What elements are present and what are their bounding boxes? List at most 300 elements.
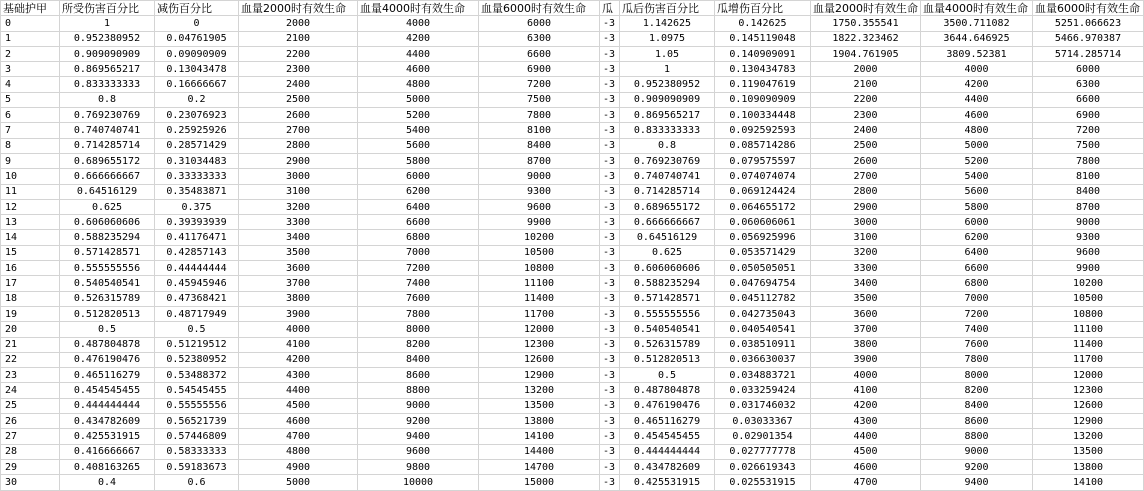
table-cell[interactable]: 0.606060606 bbox=[60, 215, 155, 230]
table-cell[interactable]: 0.23076923 bbox=[155, 108, 239, 123]
table-cell[interactable]: 0.425531915 bbox=[620, 475, 715, 490]
table-cell[interactable]: 5400 bbox=[358, 123, 479, 138]
table-cell[interactable]: 0.074074074 bbox=[715, 169, 811, 184]
table-cell[interactable]: -3 bbox=[600, 230, 620, 245]
table-cell[interactable]: 0.109090909 bbox=[715, 92, 811, 107]
table-cell[interactable]: 0.42857143 bbox=[155, 245, 239, 260]
table-cell[interactable]: 7800 bbox=[921, 352, 1033, 367]
table-cell[interactable]: -3 bbox=[600, 398, 620, 413]
table-cell[interactable]: 0.145119048 bbox=[715, 31, 811, 46]
table-cell[interactable]: 3800 bbox=[239, 291, 358, 306]
table-cell[interactable]: 0.571428571 bbox=[60, 245, 155, 260]
table-cell[interactable]: 0.434782609 bbox=[60, 414, 155, 429]
table-cell[interactable]: 7600 bbox=[921, 337, 1033, 352]
table-cell[interactable]: 15 bbox=[1, 245, 60, 260]
table-cell[interactable]: 12900 bbox=[1033, 414, 1144, 429]
table-cell[interactable]: 3600 bbox=[239, 261, 358, 276]
table-cell[interactable]: 2400 bbox=[239, 77, 358, 92]
table-cell[interactable]: 3100 bbox=[811, 230, 921, 245]
table-cell[interactable]: 1 bbox=[60, 16, 155, 31]
header-cell[interactable]: 血量2000时有效生命 bbox=[239, 1, 358, 16]
table-cell[interactable]: -3 bbox=[600, 199, 620, 214]
table-cell[interactable]: 8800 bbox=[921, 429, 1033, 444]
table-cell[interactable]: 1750.355541 bbox=[811, 16, 921, 31]
table-cell[interactable]: 24 bbox=[1, 383, 60, 398]
table-cell[interactable]: 0.59183673 bbox=[155, 459, 239, 474]
table-cell[interactable]: 0.045112782 bbox=[715, 291, 811, 306]
table-cell[interactable]: 0.769230769 bbox=[620, 153, 715, 168]
table-cell[interactable]: 10200 bbox=[1033, 276, 1144, 291]
table-cell[interactable]: 6600 bbox=[479, 46, 600, 61]
table-cell[interactable]: 6000 bbox=[1033, 62, 1144, 77]
table-cell[interactable]: 9800 bbox=[358, 459, 479, 474]
table-cell[interactable]: 1.05 bbox=[620, 46, 715, 61]
table-cell[interactable]: 3000 bbox=[811, 215, 921, 230]
table-cell[interactable]: 4400 bbox=[921, 92, 1033, 107]
table-cell[interactable]: 6400 bbox=[921, 245, 1033, 260]
table-cell[interactable]: 8200 bbox=[921, 383, 1033, 398]
table-cell[interactable]: 4600 bbox=[921, 108, 1033, 123]
table-cell[interactable]: 3700 bbox=[811, 322, 921, 337]
table-cell[interactable]: 2000 bbox=[811, 62, 921, 77]
table-cell[interactable]: 0.454545455 bbox=[620, 429, 715, 444]
table-cell[interactable]: 12900 bbox=[479, 368, 600, 383]
table-cell[interactable]: 6900 bbox=[1033, 108, 1144, 123]
table-cell[interactable]: 8100 bbox=[479, 123, 600, 138]
table-cell[interactable]: 0.740740741 bbox=[60, 123, 155, 138]
table-cell[interactable]: 0.16666667 bbox=[155, 77, 239, 92]
table-cell[interactable]: 0.026619343 bbox=[715, 459, 811, 474]
table-cell[interactable]: 1.142625 bbox=[620, 16, 715, 31]
table-cell[interactable]: 0.2 bbox=[155, 92, 239, 107]
table-cell[interactable]: -3 bbox=[600, 459, 620, 474]
table-cell[interactable]: 0.031746032 bbox=[715, 398, 811, 413]
table-cell[interactable]: 2500 bbox=[239, 92, 358, 107]
table-cell[interactable]: 0.44444444 bbox=[155, 261, 239, 276]
table-cell[interactable]: 0.540540541 bbox=[60, 276, 155, 291]
table-cell[interactable]: 2 bbox=[1, 46, 60, 61]
table-cell[interactable]: 10 bbox=[1, 169, 60, 184]
table-cell[interactable]: 4000 bbox=[358, 16, 479, 31]
table-cell[interactable]: 4700 bbox=[239, 429, 358, 444]
table-cell[interactable]: 1822.323462 bbox=[811, 31, 921, 46]
table-cell[interactable]: 0.069124424 bbox=[715, 184, 811, 199]
table-cell[interactable]: -3 bbox=[600, 444, 620, 459]
table-cell[interactable]: 0.416666667 bbox=[60, 444, 155, 459]
table-cell[interactable]: 0.5 bbox=[60, 322, 155, 337]
table-cell[interactable]: 0.512820513 bbox=[620, 352, 715, 367]
table-cell[interactable]: 5000 bbox=[921, 138, 1033, 153]
table-cell[interactable]: 4500 bbox=[239, 398, 358, 413]
table-cell[interactable]: -3 bbox=[600, 62, 620, 77]
table-cell[interactable]: 0.13043478 bbox=[155, 62, 239, 77]
table-cell[interactable]: 8100 bbox=[1033, 169, 1144, 184]
table-cell[interactable]: 7200 bbox=[921, 306, 1033, 321]
table-cell[interactable]: 8000 bbox=[358, 322, 479, 337]
table-cell[interactable]: 9200 bbox=[358, 414, 479, 429]
table-cell[interactable]: 1 bbox=[1, 31, 60, 46]
table-cell[interactable]: 0.833333333 bbox=[620, 123, 715, 138]
table-cell[interactable]: 0.58333333 bbox=[155, 444, 239, 459]
table-cell[interactable]: 0.092592593 bbox=[715, 123, 811, 138]
table-cell[interactable]: 4800 bbox=[239, 444, 358, 459]
table-cell[interactable]: -3 bbox=[600, 92, 620, 107]
table-cell[interactable]: 10200 bbox=[479, 230, 600, 245]
table-cell[interactable]: 3400 bbox=[811, 276, 921, 291]
table-cell[interactable]: 11 bbox=[1, 184, 60, 199]
table-cell[interactable]: 4700 bbox=[811, 475, 921, 490]
table-cell[interactable]: -3 bbox=[600, 108, 620, 123]
table-cell[interactable]: 2800 bbox=[239, 138, 358, 153]
table-cell[interactable]: 10800 bbox=[1033, 306, 1144, 321]
table-cell[interactable]: 0.487804878 bbox=[60, 337, 155, 352]
table-cell[interactable]: 8400 bbox=[1033, 184, 1144, 199]
table-cell[interactable]: 0.769230769 bbox=[60, 108, 155, 123]
table-cell[interactable]: 9300 bbox=[479, 184, 600, 199]
table-cell[interactable]: 0.35483871 bbox=[155, 184, 239, 199]
table-cell[interactable]: -3 bbox=[600, 46, 620, 61]
table-cell[interactable]: 18 bbox=[1, 291, 60, 306]
table-cell[interactable]: 3300 bbox=[239, 215, 358, 230]
table-cell[interactable]: 30 bbox=[1, 475, 60, 490]
table-cell[interactable]: 0.465116279 bbox=[60, 368, 155, 383]
table-cell[interactable]: 3100 bbox=[239, 184, 358, 199]
table-cell[interactable]: 0.033259424 bbox=[715, 383, 811, 398]
table-cell[interactable]: 8 bbox=[1, 138, 60, 153]
table-cell[interactable]: 0.025531915 bbox=[715, 475, 811, 490]
table-cell[interactable]: 10000 bbox=[358, 475, 479, 490]
table-cell[interactable]: 8800 bbox=[358, 383, 479, 398]
table-cell[interactable]: 0.454545455 bbox=[60, 383, 155, 398]
table-cell[interactable]: 0.31034483 bbox=[155, 153, 239, 168]
table-cell[interactable]: 5200 bbox=[921, 153, 1033, 168]
table-cell[interactable]: -3 bbox=[600, 31, 620, 46]
table-cell[interactable]: 12600 bbox=[479, 352, 600, 367]
table-cell[interactable]: 17 bbox=[1, 276, 60, 291]
table-cell[interactable]: 7200 bbox=[358, 261, 479, 276]
table-cell[interactable]: 6300 bbox=[1033, 77, 1144, 92]
table-cell[interactable]: 4900 bbox=[239, 459, 358, 474]
table-cell[interactable]: 8700 bbox=[1033, 199, 1144, 214]
table-cell[interactable]: 6900 bbox=[479, 62, 600, 77]
table-cell[interactable]: 3200 bbox=[239, 199, 358, 214]
table-cell[interactable]: 12 bbox=[1, 199, 60, 214]
table-cell[interactable]: 12300 bbox=[1033, 383, 1144, 398]
table-cell[interactable]: 0.03033367 bbox=[715, 414, 811, 429]
table-cell[interactable]: 4400 bbox=[358, 46, 479, 61]
header-cell[interactable]: 血量6000时有效生命 bbox=[479, 1, 600, 16]
table-cell[interactable]: 0.053571429 bbox=[715, 245, 811, 260]
table-cell[interactable]: 9900 bbox=[1033, 261, 1144, 276]
table-cell[interactable]: 4200 bbox=[921, 77, 1033, 92]
table-cell[interactable]: 4300 bbox=[811, 414, 921, 429]
table-cell[interactable]: 4600 bbox=[239, 414, 358, 429]
table-cell[interactable]: 0.54545455 bbox=[155, 383, 239, 398]
table-cell[interactable]: 9600 bbox=[1033, 245, 1144, 260]
table-cell[interactable]: 1.0975 bbox=[620, 31, 715, 46]
table-cell[interactable]: 12000 bbox=[1033, 368, 1144, 383]
table-cell[interactable]: 0.034883721 bbox=[715, 368, 811, 383]
table-cell[interactable]: 6800 bbox=[921, 276, 1033, 291]
table-cell[interactable]: 0.555555556 bbox=[60, 261, 155, 276]
table-cell[interactable]: 4500 bbox=[811, 444, 921, 459]
table-cell[interactable]: -3 bbox=[600, 368, 620, 383]
table-cell[interactable]: 2100 bbox=[239, 31, 358, 46]
table-cell[interactable]: 6200 bbox=[921, 230, 1033, 245]
table-cell[interactable]: 0.09090909 bbox=[155, 46, 239, 61]
table-cell[interactable]: 0.8 bbox=[60, 92, 155, 107]
table-cell[interactable]: 16 bbox=[1, 261, 60, 276]
table-cell[interactable]: 0.064655172 bbox=[715, 199, 811, 214]
table-cell[interactable]: 0.042735043 bbox=[715, 306, 811, 321]
table-cell[interactable]: 0.689655172 bbox=[60, 153, 155, 168]
header-cell[interactable]: 瓜后伤害百分比 bbox=[620, 1, 715, 16]
table-cell[interactable]: 0.869565217 bbox=[60, 62, 155, 77]
table-cell[interactable]: 3700 bbox=[239, 276, 358, 291]
table-cell[interactable]: -3 bbox=[600, 306, 620, 321]
table-cell[interactable]: 3000 bbox=[239, 169, 358, 184]
table-cell[interactable]: 3800 bbox=[811, 337, 921, 352]
table-cell[interactable]: 9000 bbox=[479, 169, 600, 184]
table-cell[interactable]: 9300 bbox=[1033, 230, 1144, 245]
table-cell[interactable]: 6000 bbox=[358, 169, 479, 184]
table-cell[interactable]: 19 bbox=[1, 306, 60, 321]
table-cell[interactable]: 0.666666667 bbox=[60, 169, 155, 184]
table-cell[interactable]: 4400 bbox=[811, 429, 921, 444]
table-cell[interactable]: 0.625 bbox=[620, 245, 715, 260]
table-cell[interactable]: 2000 bbox=[239, 16, 358, 31]
table-cell[interactable]: 0.28571429 bbox=[155, 138, 239, 153]
table-cell[interactable]: 9000 bbox=[358, 398, 479, 413]
table-cell[interactable]: 21 bbox=[1, 337, 60, 352]
table-cell[interactable]: 3500.711082 bbox=[921, 16, 1033, 31]
table-cell[interactable]: 0.100334448 bbox=[715, 108, 811, 123]
table-cell[interactable]: 0.714285714 bbox=[60, 138, 155, 153]
table-cell[interactable]: 0.833333333 bbox=[60, 77, 155, 92]
table-cell[interactable]: 6600 bbox=[358, 215, 479, 230]
table-cell[interactable]: 5251.066623 bbox=[1033, 16, 1144, 31]
table-cell[interactable]: 0.606060606 bbox=[620, 261, 715, 276]
table-cell[interactable]: 5 bbox=[1, 92, 60, 107]
table-cell[interactable]: 25 bbox=[1, 398, 60, 413]
table-cell[interactable]: 0.33333333 bbox=[155, 169, 239, 184]
table-cell[interactable]: 11100 bbox=[1033, 322, 1144, 337]
table-cell[interactable]: -3 bbox=[600, 138, 620, 153]
table-cell[interactable]: 7400 bbox=[921, 322, 1033, 337]
table-cell[interactable]: 9600 bbox=[358, 444, 479, 459]
table-cell[interactable]: 6600 bbox=[1033, 92, 1144, 107]
table-cell[interactable]: 2200 bbox=[811, 92, 921, 107]
table-cell[interactable]: 0.571428571 bbox=[620, 291, 715, 306]
table-cell[interactable]: 6000 bbox=[479, 16, 600, 31]
table-cell[interactable]: 7000 bbox=[358, 245, 479, 260]
table-cell[interactable]: -3 bbox=[600, 276, 620, 291]
header-cell[interactable]: 所受伤害百分比 bbox=[60, 1, 155, 16]
table-cell[interactable]: 28 bbox=[1, 444, 60, 459]
table-cell[interactable]: 4600 bbox=[811, 459, 921, 474]
table-cell[interactable]: 3400 bbox=[239, 230, 358, 245]
table-cell[interactable]: 4 bbox=[1, 77, 60, 92]
table-cell[interactable]: 9000 bbox=[1033, 215, 1144, 230]
table-cell[interactable]: 4000 bbox=[811, 368, 921, 383]
table-cell[interactable]: 4100 bbox=[239, 337, 358, 352]
table-cell[interactable]: 0.51219512 bbox=[155, 337, 239, 352]
table-cell[interactable]: -3 bbox=[600, 16, 620, 31]
table-cell[interactable]: 0.48717949 bbox=[155, 306, 239, 321]
table-cell[interactable]: 0.140909091 bbox=[715, 46, 811, 61]
table-cell[interactable]: 0.45945946 bbox=[155, 276, 239, 291]
table-cell[interactable]: 0.64516129 bbox=[60, 184, 155, 199]
table-cell[interactable]: 0.714285714 bbox=[620, 184, 715, 199]
table-cell[interactable]: -3 bbox=[600, 322, 620, 337]
table-cell[interactable]: 10800 bbox=[479, 261, 600, 276]
table-cell[interactable]: 5600 bbox=[358, 138, 479, 153]
table-cell[interactable]: -3 bbox=[600, 184, 620, 199]
table-cell[interactable]: 0.53488372 bbox=[155, 368, 239, 383]
table-cell[interactable]: 13200 bbox=[1033, 429, 1144, 444]
table-cell[interactable]: 1 bbox=[620, 62, 715, 77]
table-cell[interactable]: 14400 bbox=[479, 444, 600, 459]
table-cell[interactable]: 0.39393939 bbox=[155, 215, 239, 230]
table-cell[interactable]: 0.540540541 bbox=[620, 322, 715, 337]
table-cell[interactable]: 0.909090909 bbox=[620, 92, 715, 107]
table-cell[interactable]: 26 bbox=[1, 414, 60, 429]
table-cell[interactable]: 9 bbox=[1, 153, 60, 168]
table-cell[interactable]: 0.487804878 bbox=[620, 383, 715, 398]
table-cell[interactable]: 7200 bbox=[1033, 123, 1144, 138]
table-cell[interactable]: 4000 bbox=[239, 322, 358, 337]
table-cell[interactable]: 0.465116279 bbox=[620, 414, 715, 429]
table-cell[interactable]: 0.038510911 bbox=[715, 337, 811, 352]
table-cell[interactable]: 9900 bbox=[479, 215, 600, 230]
table-cell[interactable]: 0.55555556 bbox=[155, 398, 239, 413]
table-cell[interactable]: 0.5 bbox=[155, 322, 239, 337]
table-cell[interactable]: 0.375 bbox=[155, 199, 239, 214]
table-cell[interactable]: 12600 bbox=[1033, 398, 1144, 413]
table-cell[interactable]: 2900 bbox=[811, 199, 921, 214]
table-cell[interactable]: 0.526315789 bbox=[60, 291, 155, 306]
header-cell[interactable]: 血量2000时有效生命 bbox=[811, 1, 921, 16]
table-cell[interactable]: 6 bbox=[1, 108, 60, 123]
table-cell[interactable]: 1904.761905 bbox=[811, 46, 921, 61]
header-cell[interactable]: 减伤百分比 bbox=[155, 1, 239, 16]
table-cell[interactable]: 13500 bbox=[479, 398, 600, 413]
table-cell[interactable]: 5000 bbox=[239, 475, 358, 490]
table-cell[interactable]: 0.25925926 bbox=[155, 123, 239, 138]
table-cell[interactable]: 11700 bbox=[1033, 352, 1144, 367]
table-cell[interactable]: 6400 bbox=[358, 199, 479, 214]
table-cell[interactable]: 5200 bbox=[358, 108, 479, 123]
table-cell[interactable]: 4300 bbox=[239, 368, 358, 383]
table-cell[interactable]: 6300 bbox=[479, 31, 600, 46]
table-cell[interactable]: 23 bbox=[1, 368, 60, 383]
table-cell[interactable]: 13500 bbox=[1033, 444, 1144, 459]
table-cell[interactable]: 13800 bbox=[479, 414, 600, 429]
table-cell[interactable]: -3 bbox=[600, 169, 620, 184]
table-cell[interactable]: 7800 bbox=[479, 108, 600, 123]
table-cell[interactable]: 0.027777778 bbox=[715, 444, 811, 459]
table-cell[interactable]: 0.036630037 bbox=[715, 352, 811, 367]
table-cell[interactable]: -3 bbox=[600, 383, 620, 398]
table-cell[interactable]: -3 bbox=[600, 414, 620, 429]
table-cell[interactable]: 5800 bbox=[358, 153, 479, 168]
table-cell[interactable]: -3 bbox=[600, 291, 620, 306]
table-cell[interactable]: 8400 bbox=[358, 352, 479, 367]
table-cell[interactable]: 3300 bbox=[811, 261, 921, 276]
table-cell[interactable]: 12000 bbox=[479, 322, 600, 337]
table-cell[interactable]: 0.444444444 bbox=[60, 398, 155, 413]
table-cell[interactable]: 0.408163265 bbox=[60, 459, 155, 474]
table-cell[interactable]: 0.8 bbox=[620, 138, 715, 153]
table-cell[interactable]: 0.142625 bbox=[715, 16, 811, 31]
table-cell[interactable]: 11700 bbox=[479, 306, 600, 321]
table-cell[interactable]: 0.666666667 bbox=[620, 215, 715, 230]
table-cell[interactable]: -3 bbox=[600, 429, 620, 444]
table-cell[interactable]: 9600 bbox=[479, 199, 600, 214]
header-cell[interactable]: 瓜 bbox=[600, 1, 620, 16]
table-cell[interactable]: 2700 bbox=[239, 123, 358, 138]
table-cell[interactable]: 0.869565217 bbox=[620, 108, 715, 123]
table-cell[interactable]: 0.130434783 bbox=[715, 62, 811, 77]
table-cell[interactable]: 2300 bbox=[811, 108, 921, 123]
table-cell[interactable]: 4000 bbox=[921, 62, 1033, 77]
table-cell[interactable]: 15000 bbox=[479, 475, 600, 490]
table-cell[interactable]: 0.588235294 bbox=[60, 230, 155, 245]
table-cell[interactable]: 14700 bbox=[479, 459, 600, 474]
table-cell[interactable]: 10500 bbox=[479, 245, 600, 260]
table-cell[interactable]: 0.434782609 bbox=[620, 459, 715, 474]
table-cell[interactable]: 0.6 bbox=[155, 475, 239, 490]
table-cell[interactable]: -3 bbox=[600, 153, 620, 168]
table-cell[interactable]: 9400 bbox=[358, 429, 479, 444]
table-cell[interactable]: 8400 bbox=[479, 138, 600, 153]
table-cell[interactable]: -3 bbox=[600, 77, 620, 92]
table-cell[interactable]: 3600 bbox=[811, 306, 921, 321]
table-cell[interactable]: 6000 bbox=[921, 215, 1033, 230]
table-cell[interactable]: 7800 bbox=[1033, 153, 1144, 168]
table-cell[interactable]: 5714.285714 bbox=[1033, 46, 1144, 61]
table-cell[interactable]: 6800 bbox=[358, 230, 479, 245]
table-cell[interactable]: 0.040540541 bbox=[715, 322, 811, 337]
table-cell[interactable]: 4200 bbox=[358, 31, 479, 46]
table-cell[interactable]: 0.740740741 bbox=[620, 169, 715, 184]
table-cell[interactable]: 0.119047619 bbox=[715, 77, 811, 92]
table-cell[interactable]: 8200 bbox=[358, 337, 479, 352]
table-cell[interactable]: 4800 bbox=[358, 77, 479, 92]
table-cell[interactable]: 11400 bbox=[479, 291, 600, 306]
table-cell[interactable]: 2800 bbox=[811, 184, 921, 199]
table-cell[interactable]: 0.056925996 bbox=[715, 230, 811, 245]
table-cell[interactable]: -3 bbox=[600, 337, 620, 352]
table-cell[interactable]: 3500 bbox=[239, 245, 358, 260]
table-cell[interactable]: 4600 bbox=[358, 62, 479, 77]
table-cell[interactable]: 0.555555556 bbox=[620, 306, 715, 321]
table-cell[interactable]: 0.512820513 bbox=[60, 306, 155, 321]
table-cell[interactable]: 5600 bbox=[921, 184, 1033, 199]
table-cell[interactable]: 4800 bbox=[921, 123, 1033, 138]
table-cell[interactable]: 2400 bbox=[811, 123, 921, 138]
table-cell[interactable]: -3 bbox=[600, 352, 620, 367]
table-cell[interactable]: 13 bbox=[1, 215, 60, 230]
header-cell[interactable]: 血量4000时有效生命 bbox=[921, 1, 1033, 16]
table-cell[interactable]: 14100 bbox=[479, 429, 600, 444]
table-cell[interactable]: 2100 bbox=[811, 77, 921, 92]
table-cell[interactable]: 8600 bbox=[358, 368, 479, 383]
table-cell[interactable]: -3 bbox=[600, 261, 620, 276]
table-cell[interactable]: 3809.52381 bbox=[921, 46, 1033, 61]
table-cell[interactable]: 2700 bbox=[811, 169, 921, 184]
table-cell[interactable]: 8400 bbox=[921, 398, 1033, 413]
